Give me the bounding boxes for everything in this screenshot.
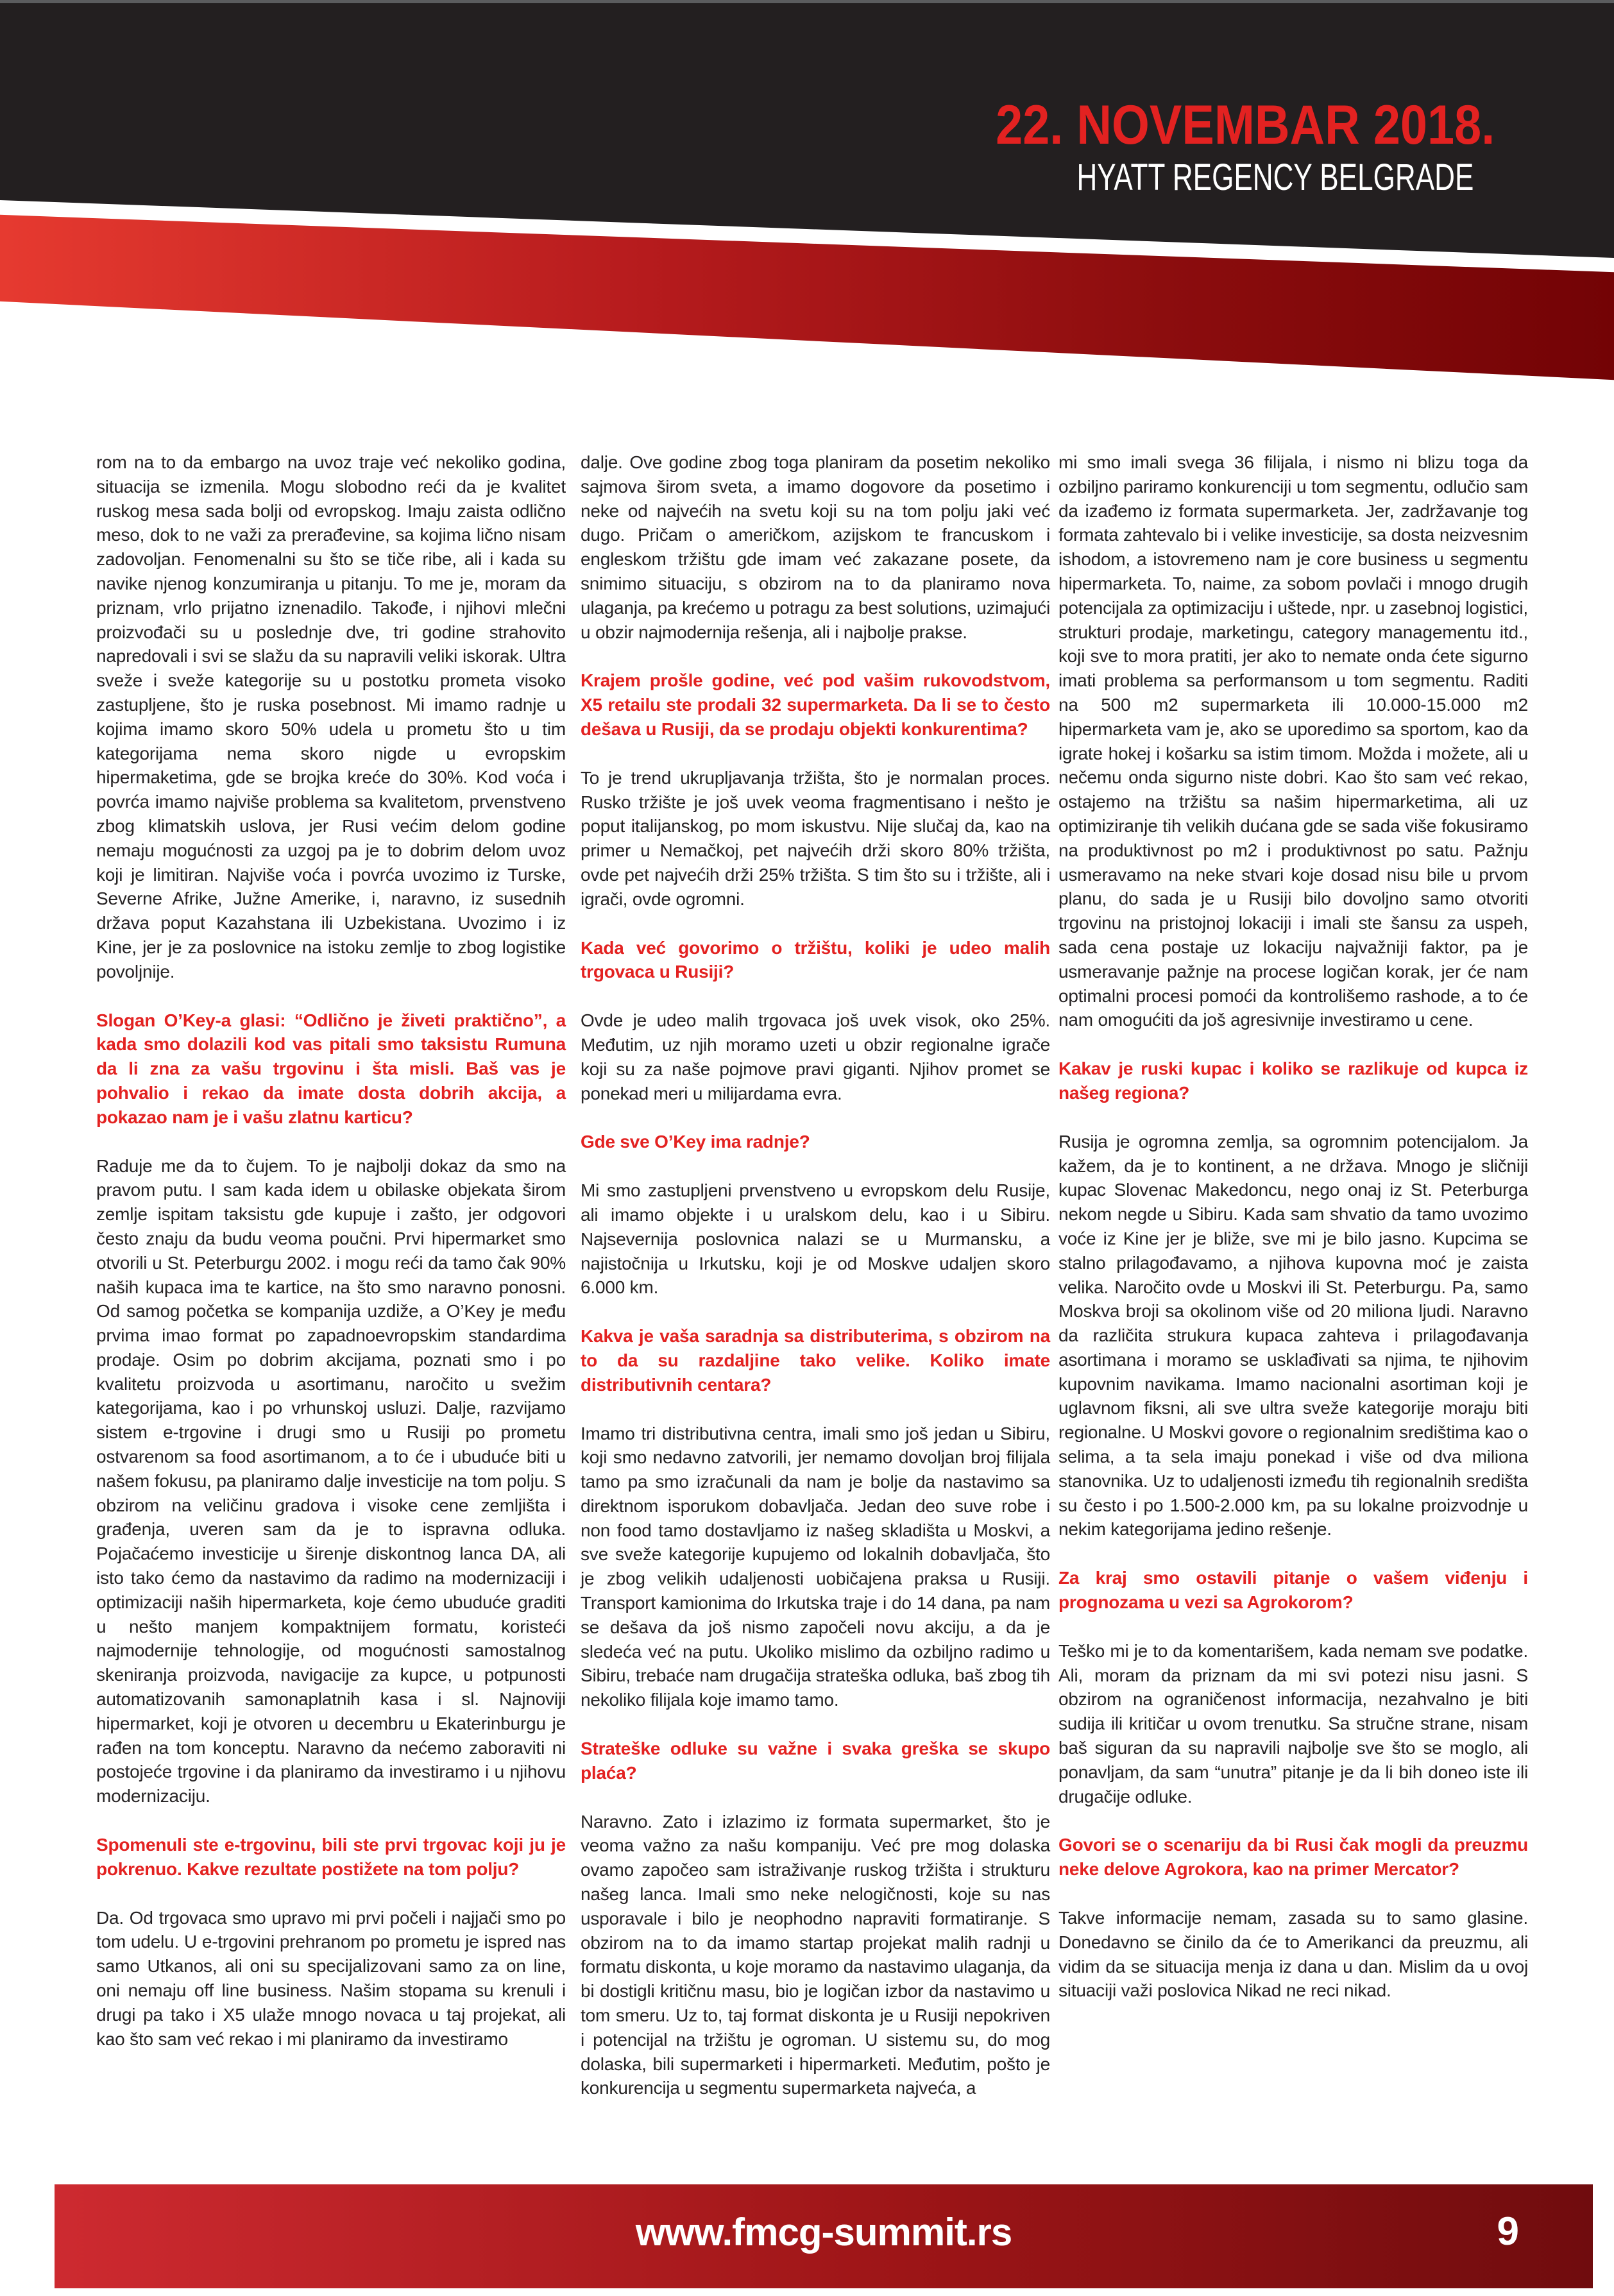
interview-answer: Naravno. Zato i izlazimo iz formata supermarket, što je veoma važno za našu kompaniju. Već pre mog dolaska ovamo započeo sam istraživanje ruskog tržišta i strukturu našeg lanca. Imali smo neke nelogičnosti, koje su nas usporavale i bilo je neophodno napraviti formatiranje. S obzirom na to da imamo startap projekat malih radnji u formatu diskonta, u koje moramo da nastavimo ulaganja, da bi dostigli kritičnu masu, bio je logičan izbor da nastavimo u tom smeru. Uz to, taj format diskonta je u Rusiji nepokriven i potencijal na tržištu je ogroman. U sistemu su, do mog dolaska, bili supermarketi i hipermarketi. Međutim, pošto je konkurencija u segmentu supermarketa najveća, a <box>581 1811 1050 2098</box>
interview-answer: To je trend ukrupljavanja tržišta, što je normalan proces. Rusko tržište je još uvek veoma fragmentisano i nešto je poput italijanskog, po mom iskustvu. Nije slučaj da, kao na primer u Nemačkoj, pet najvećih drži skoro 80% tržišta, ovde pet najvećih drži 25% tržišta. S tim što su i tržište, ali i igrači, ovde ogromni. <box>581 767 1050 909</box>
text-column-1 <box>96 450 566 2051</box>
interview-answer: Imamo tri distributivna centra, imali smo još jedan u Sibiru, koji smo nedavno zatvorili, jer nemamo dovoljan broj filijala tamo pa smo izračunali da nam je bolje da nastavimo sa direktnom isporukom dobavljača. Jedan deo suve robe i non food tamo dostavljamo iz našeg skladišta u Moskvi, a sve sveže kategorije kupujemo od lokalnih dobavljača, što je zbog velikih udaljenosti uobičajena praksa u Rusiji. Transport kamionima do Irkutska traje i do 14 dana, pa nam se dešava da još nismo započeli novu akciju, a da je sledeća već na putu. Ukoliko mislimo da ozbiljno radimo u Sibiru, trebaće nam drugačija strateška odluka, baš zbog tih nekoliko filijala koje imamo tamo. <box>581 1423 1050 1710</box>
event-venue: HYATT REGENCY BELGRADE <box>1076 157 1474 198</box>
footer-band <box>55 2184 1593 2288</box>
interview-question: Kakav je ruski kupac i koliko se razlikuje od kupca iz našeg regiona? <box>1058 1059 1528 1103</box>
interview-question: Za kraj smo ostavili pitanje o vašem viđenju i prognozama u vezi sa Agrokorom? <box>1058 1568 1528 1613</box>
interview-question: Spomenuli ste e-trgovinu, bili ste prvi trgovac koji ju je pokrenuo. Kakve rezultate postižete na tom polju? <box>96 1835 566 1879</box>
website-url: www.fmcg-summit.rs <box>635 2211 1012 2254</box>
event-date: 22. NOVEMBAR 2018. <box>995 94 1495 156</box>
interview-answer: rom na to da embargo na uvoz traje već nekoliko godina, situacija se izmenila. Mogu slobodno reći da je kvalitet ruskog mesa sada bolji od evropskog. Imaju zaista odlično meso, dok to ne važi za prerađevine, sa kojima lično nisam zadovoljan. Fenomenalni su što se tiče ribe, ali i kada su navike njenog konzumiranja u pitanju. To me je, moram da priznam, vrlo prijatno iznenadilo. Takođe, i njihovi mlečni proizvođači su u poslednje dve, tri godine strahovito napredovali i svi se slažu da su napravili veliki iskorak. Ultra sveže i sveže kategorije su u postotku prometa visoko zastupljene, što je ruska posebnost. Mi imamo radnje u kojima imamo skoro 50% udela u prometu što u tim kategorijama nema skoro nigde u evropskim hipermaketima, gde se brojka kreće do 30%. Kod voća i povrća imamo najviše problema sa kvalitetom, prvenstveno zbog klimatskih uslova, jer Rusi većim delom godine nemaju mogućnosti za uzgoj pa je to dobrim delom uvoz koji je limitiran. Najviše voća i povrća uvozimo iz Turske, Severne Afrike, Južne Amerike, i, naravno, iz susednih država poput Kazahstana ili Uzbekistana. Uvozimo i iz Kine, jer je za poslovnice na istoku zemlje to zbog logistike povoljnije. <box>96 452 566 982</box>
text-column-2 <box>581 450 1050 2100</box>
interview-answer: Rusija je ogromna zemlja, sa ogromnim potencijalom. Ja kažem, da je to kontinent, a ne država. Mnogo je sličniji kupac Slovenac Makedoncu, nego onaj iz St. Peterburga nekom negde u Sibiru. Kada sam shvatio da tamo uvozimo voće iz Kine jer je bliže, sve mi je bilo jasno. Kupcima se stalno prilagođavamo, a njihova kupovna moć je zaista velika. Naročito ovde u Moskvi ili St. Peterburgu. Pa, samo Moskva broji sa okolinom više od 20 miliona ljudi. Naravno da različita strukura kupaca zahteva i prilagođavanja asortimana i moramo se usklađivati sa njima, te njihovim kupovnim navikama. Imamo nacionalni asortiman koji je uglavnom fiksni, ali sve ultra sveže kategorije moraju biti regionalne. U Moskvi govore o regionalnim središtima kao o selima, a ta sela imaju ponekad i više od dva miliona stanovnika. Uz to udaljenosti između tih regionalnih središta su često i po 1.500-2.000 km, pa su lokalne proizvodnje u nekim kategorijama jedino rešenje. <box>1058 1131 1528 1540</box>
interview-question: Kada već govorimo o tržištu, koliki je udeo malih trgovaca u Rusiji? <box>581 937 1050 982</box>
interview-answer: Da. Od trgovaca smo upravo mi prvi počeli i najjači smo po tom udelu. U e-trgovini prehranom po prometu je ispred nas samo Utkanos, ali oni su specijalizovani samo za on line, oni nemaju off line business. Našim stopama su krenuli i drugi pa tako i X5 ulaže mnogo novaca u taj projekat, ali kao što sam već rekao i mi planiramo da investiramo <box>96 1907 566 2049</box>
interview-answer: Teško mi je to da komentarišem, kada nemam sve podatke. Ali, moram da priznam da mi svi potezi nisu jasni. S obzirom na ograničenost informacija, nezahvalno je biti sudija ili kritičar u ovom trenutku. Sa stručne strane, nisam baš siguran da su napravili najbolje sve što se moglo, ali ponavljam, da sam “unutra” pitanje je da li bih doneo iste ili drugačije odluke. <box>1058 1640 1528 1807</box>
interview-question: Kakva je vaša saradnja sa distributerima, s obzirom na to da su razdaljine tako velike. Koliko imate distributivnih centara? <box>581 1326 1050 1395</box>
interview-question: Krajem prošle godine, već pod vašim rukovodstvom, X5 retailu ste prodali 32 supermarketa. Da li se to često dešava u Rusiji, da se prodaju objekti konkurentima? <box>581 670 1050 739</box>
interview-answer: Takve informacije nemam, zasada su to samo glasine. Donedavno se činilo da će to Amerikanci da preuzmu, ali vidim da se situacija menja iz dana u dan. Mislim da u ovoj situaciji važi poslovica Nikad ne reci nikad. <box>1058 1908 1528 2001</box>
interview-answer: Raduje me da to čujem. To je najbolji dokaz da smo na pravom putu. I sam kada idem u obilaske objekata širom zemlje ispitam taksistu gde kupuje i zašto, jer odgovori često znaju da budu veoma poučni. Prvi hipermarket smo otvorili u St. Peterburgu 2002. i mogu reći da tamo čak 90% naših kupaca ima te kartice, na što smo naravno ponosni. Od samog početka se kompanija uzdiže, a O’Key je među prvima imao format po zapadnoevropskim standardima prodaje. Osim po dobrim akcijama, poznati smo i po kvalitetu proizvoda u asortimanu, naročito u svežim kategorijama, kao i po vrhunskoj usluzi. Dalje, razvijamo sistem e-trgovine i drugi smo u Rusiji po prometu ostvarenom sa food asortimanom, a to će i ubuduće biti u našem fokusu, pa planiramo dalje investicije na tom polju. S obzirom na veličinu gradova i visoke cene zemljišta i građenja, uveren sam da je to ispravna odluka. Pojačaćemo investicije u širenje diskontnog lanca DA, ali isto tako ćemo da nastavimo da radimo na modernizaciji i optimizaciji naših hipermarketa, koje ćemo ubuduće graditi u nešto manjem kompaktnijem formatu, koristeći najmodernije tehnologije, od mogućnosti samostalnog skeniranja proizvoda, navigacije za kupce, u potpunosti automatizovanih samonaplatnih kasa i sl. Najnoviji hipermarket, koji je otvoren u decembru u Ekaterinburgu je rađen na tom konceptu. Naravno da nećemo zaboraviti ni postojeće trgovine i da planiramo da investiramo i u njihovu modernizaciju. <box>96 1155 566 1807</box>
interview-question: Gde sve O’Key ima radnje? <box>581 1132 810 1152</box>
interview-answer: dalje. Ove godine zbog toga planiram da posetim nekoliko sajmova širom sveta, a imamo dogovore da posetimo i neke od najvećih na svetu koji su na tom polju jaki već dugo. Pričam o američkom, azijskom te francuskom i engleskom tržištu gde imam već zakazane posete, da snimimo situaciju, s obzirom na to da planiramo nova ulaganja, pa krećemo u potragu za best solutions, uzimajući u obzir najmodernija rešenja, ali i najbolje prakse. <box>581 452 1050 642</box>
interview-answer: Mi smo zastupljeni prvenstveno u evropskom delu Rusije, ali imamo objekte i u uralskom delu, kao i u Sibiru. Najsevernija poslovnica nalazi se u Murmansku, a najistočnija u Irkutsku, koji je od Moskve udaljen skoro 6.000 km. <box>581 1180 1050 1298</box>
page-number: 9 <box>1497 2209 1519 2254</box>
interview-question: Govori se o scenariju da bi Rusi čak mogli da preuzmu neke delove Agrokora, kao na primer Mercator? <box>1058 1835 1528 1880</box>
top-hairline <box>0 0 1614 3</box>
interview-answer: Ovde je udeo malih trgovaca još uvek visok, oko 25%. Međutim, uz njih moramo uzeti u obzir regionalne igrače koji su za naše pojmove pravi giganti. Njihov promet se ponekad meri u milijardama evra. <box>581 1010 1050 1103</box>
interview-question: Slogan O’Key-a glasi: “Odlično je živeti praktično”, a kada smo dolazili kod vas pitali smo taksistu Rumuna da li zna za vašu trgovinu i šta misli. Baš vas je pohvalio i rekao da imate dosta dobrih akcija, a pokazao nam je i vašu zlatnu karticu? <box>96 1010 566 1127</box>
text-column-3 <box>1058 450 1528 2003</box>
interview-answer: mi smo imali svega 36 filijala, i nismo ni blizu toga da ozbiljno pariramo konkurenciji u tom segmentu, odlučio sam da izađemo iz formata supermarketa. Jer, zadržavanje tog formata zahtevalo bi i velike investicije, sa dosta neizvesnim ishodom, a istovremeno nam je core business u segmentu hipermarketa. To, naime, za sobom povlači i mnogo drugih potencijala za optimizaciju i uštede, npr. u zasebnoj logistici, strukturi prodaje, marketingu, category managementu itd., koji sve to mora pratiti, jer ako to nemate onda ćete sigurno imati problema sa performansom u tom segmentu. Raditi na 500 m2 supermarketa ili 10.000-15.000 m2 hipermarketa vam je, ako se uporedimo sa sportom, kao da igrate hokej i košarku sa istim timom. Možda i možete, ali u nečemu onda sigurno niste dobri. Kao što sam već rekao, ostajemo na tržištu sa našim hipermarketima, ali uz optimiziranje tih velikih dućana gde se sada više fokusiramo na produktivnost po m2 i produktivnost po satu. Pažnju usmeravamo na neke stvari koje dosad nisu bile u prvom planu, do sada je u Rusiji bilo dovoljno samo otvoriti trgovinu na pristojnoj lokaciji i imali ste šansu za uspeh, sada cena postaje uz lokaciju najvažniji faktor, pa je usmeravanje pažnje na procese logičan korak, jer će nam optimalni procesi pomoći da kontrolišemo rashode, a to će nam omogućiti da još agresivnije investiramo u cene. <box>1058 452 1528 1030</box>
interview-question: Strateške odluke su važne i svaka greška se skupo plaća? <box>581 1739 1050 1783</box>
